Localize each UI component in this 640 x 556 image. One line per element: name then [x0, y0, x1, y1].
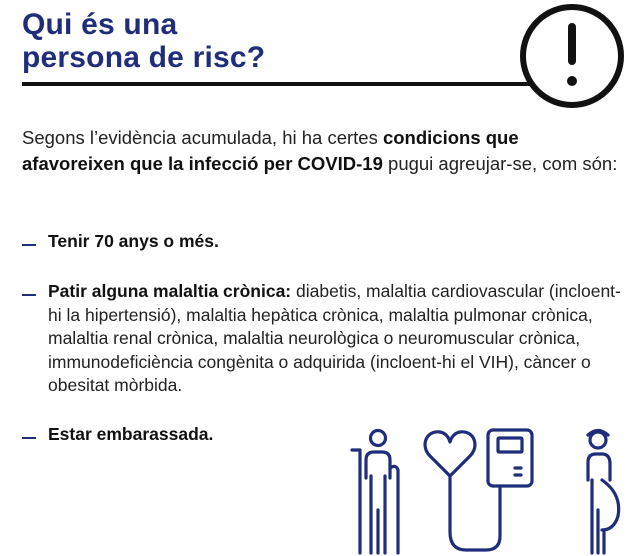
heart-with-stethoscope-monitor-icon: [425, 430, 532, 550]
intro-text-part1: Segons l’evidència acumulada, hi ha certes: [22, 127, 383, 148]
risk-groups-illustration: [340, 420, 640, 556]
intro-text-part2: pugui agreujar-se, com són:: [382, 153, 618, 174]
list-item-bold: Tenir 70 anys o més.: [48, 231, 219, 251]
title-underline: [22, 82, 532, 86]
list-item-text: diabetis, malaltia cardiovascular (incloent-hi la hipertensió), malaltia hepàtica crònica, malaltia pulmonar crònica, malaltia renal crònica, malaltia neurològica o neuromuscular crònica, immunodeficiència congènita o adquirida (incloent-hi el VIH), càncer o obesitat mòrbida.: [48, 281, 621, 395]
intro-emphasis: condicions que afavoreixen que la infecció per COVID-19: [22, 127, 519, 174]
page-title-line1: Qui és una: [22, 8, 178, 41]
list-item-age: [22, 230, 582, 254]
page-title-line2: persona de risc?: [22, 41, 266, 74]
elderly-person-with-cane-icon: [352, 431, 398, 554]
list-item-chronic-disease: [22, 280, 622, 398]
intro-paragraph: [22, 125, 622, 177]
bullet-dash: [22, 294, 36, 296]
page-title: [22, 8, 265, 74]
bullet-dash: [22, 437, 36, 439]
exclamation-circle-icon: [516, 0, 640, 112]
list-item-bold: Estar embarassada.: [48, 424, 214, 444]
list-item-pregnancy: [22, 423, 342, 447]
bullet-dash: [22, 244, 36, 246]
list-item-bold: Patir alguna malaltia crònica:: [48, 281, 292, 301]
pregnant-woman-icon: [588, 431, 619, 554]
